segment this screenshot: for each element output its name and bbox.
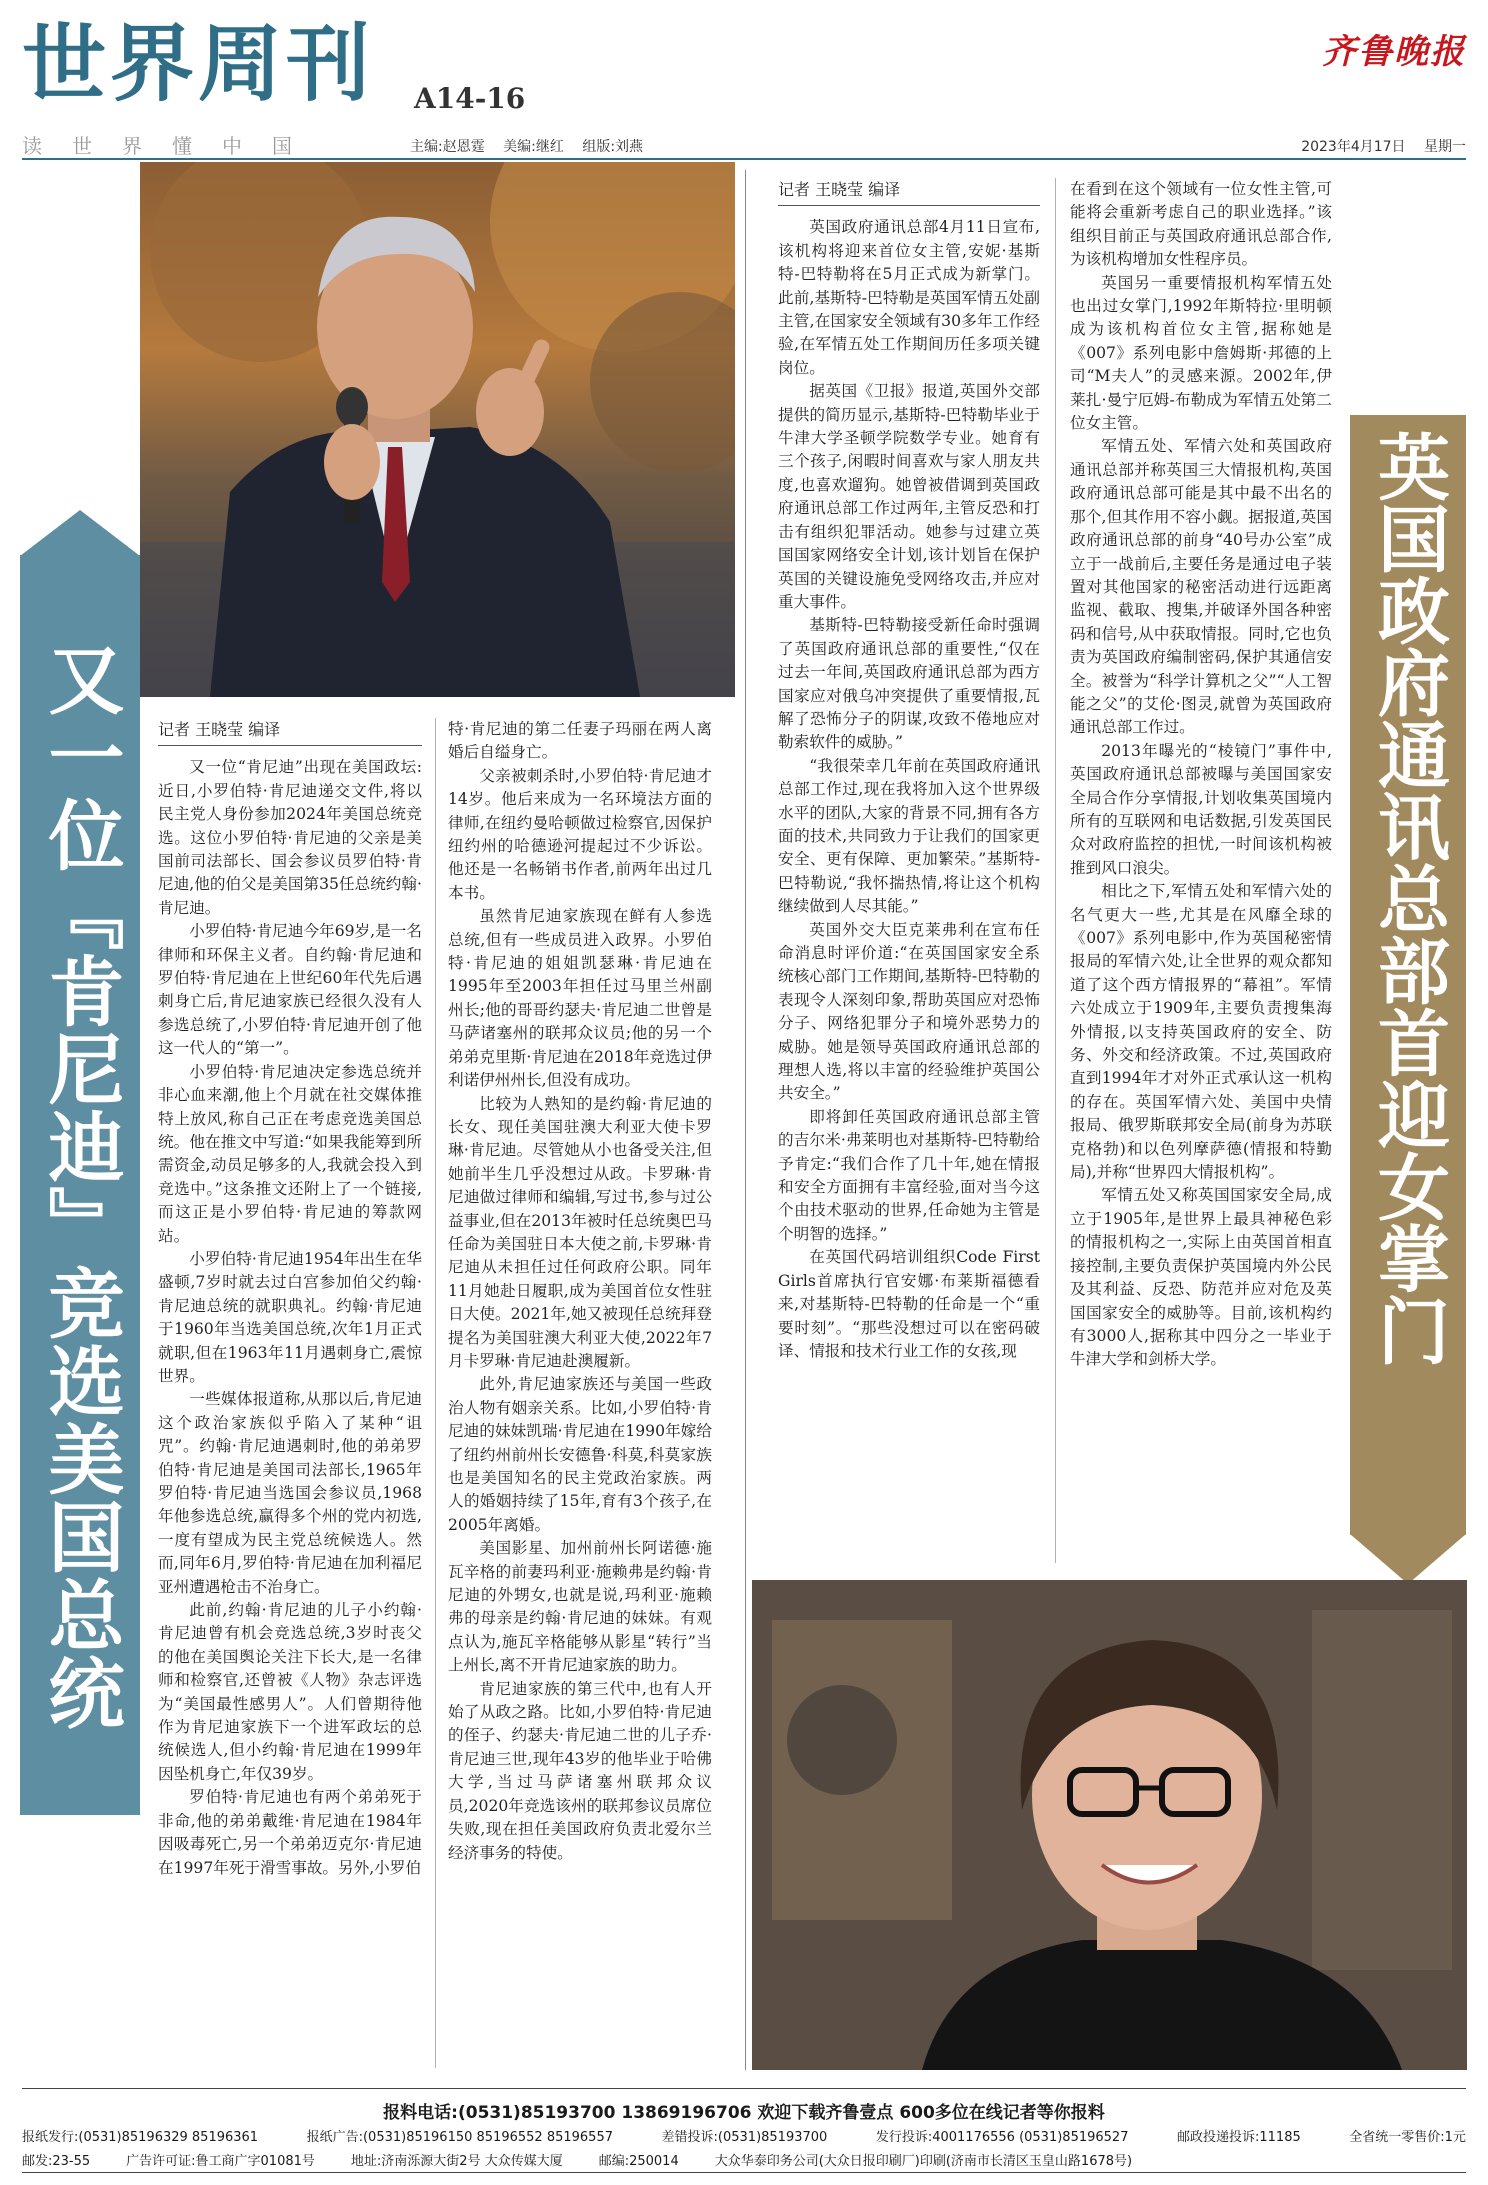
weekday-text: 星期一	[1424, 139, 1466, 155]
kennedy-photo-illustration	[140, 162, 735, 697]
paragraph: 又一位“肯尼迪”出现在美国政坛:近日,小罗伯特·肯尼迪递交文件,将以民主党人身份参加2024年美国总统竞选。这位小罗伯特·肯尼迪的父亲是美国前司法部长、国会参议员罗伯特·肯尼迪,他的伯父是美国第35任总统约翰·肯尼迪。	[158, 758, 422, 917]
paragraph: 2013年曝光的“棱镜门”事件中,英国政府通讯总部被曝与美国国家安全局合作分享情报,计划收集英国境内所有的互联网和电话数据,引发英国民众对政府监控的担忧,一时间该机构被推到风口浪尖。	[1070, 741, 1332, 877]
left-article-column-2	[448, 718, 712, 2068]
paragraph: 英国政府通讯总部4月11日宣布,该机构将迎来首位女主管,安妮·基斯特-巴特勒将在5月正式成为新掌门。此前,基斯特-巴特勒是英国军情五处副主管,在国家安全领域有30多年工作经验,在军情五处工作期间历任多项关键岗位。	[778, 218, 1040, 377]
editor-credits	[410, 136, 657, 156]
byline-rule	[158, 745, 422, 746]
right-article-column-2	[1070, 178, 1332, 1563]
paragraph: 比较为人熟知的是约翰·肯尼迪的长女、现任美国驻澳大利亚大使卡罗琳·肯尼迪。尽管她从小也备受关注,但她前半生几乎没想过从政。卡罗琳·肯尼迪做过律师和编辑,写过书,参与过公益事业,但在2013年被时任总统奥巴马任命为美国驻日本大使之前,卡罗琳·肯尼迪从未担任过任何政府公职。同年11月她赴日履职,成为美国首位女性驻日大使。2021年,她又被现任总统拜登提名为美国驻澳大利亚大使,2022年7月卡罗琳·肯尼迪赴澳履新。	[448, 1094, 712, 1370]
right-article-column-1	[778, 178, 1040, 1563]
keast-butler-photo	[752, 1580, 1467, 2070]
paragraph: 父亲被刺杀时,小罗伯特·肯尼迪才14岁。他后来成为一名环境法方面的律师,在纽约曼哈顿做过检察官,因保护纽约州的哈德逊河提起过不少诉讼。他还是一名畅销书作者,前两年出过几本书。	[448, 766, 712, 902]
paragraph: 小罗伯特·肯尼迪今年69岁,是一名律师和环保主义者。自约翰·肯尼迪和罗伯特·肯尼迪在上世纪60年代先后遇刺身亡后,肯尼迪家族已经很久没有人参选总统了,小罗伯特·肯尼迪开创了他这一代人的“第一”。	[158, 922, 422, 1058]
column-divider	[435, 718, 436, 2068]
paragraph: 英国外交大臣克莱弗利在宣布任命消息时评价道:“在英国国家安全系统核心部门工作期间,基斯特-巴特勒的表现令人深刻印象,帮助英国应对恐怖分子、网络犯罪分子和境外恶势力的威胁。她是领导英国政府通讯总部的理想人选,将以丰富的经验维护英国公共安全。”	[778, 920, 1040, 1103]
paragraph: “我很荣幸几年前在英国政府通讯总部工作过,现在我将加入这个世界级水平的团队,大家的背景不同,拥有各方面的技术,共同致力于让我们的国家更安全、更有保障、更加繁荣。”基斯特-巴特勒说,“我怀揣热情,将让这个机构继续做到人尽其能。”	[778, 756, 1040, 916]
footer-item: 差错投诉:(0531)85193700	[661, 2130, 828, 2145]
date-text: 2023年4月17日	[1301, 139, 1406, 155]
paragraph: 在看到在这个领域有一位女性主管,可能将会重新考虑自己的职业选择。”该组织目前正与英国政府通讯总部合作,为该机构增加女性程序员。	[1070, 180, 1332, 269]
right-banner-arrow	[1350, 1534, 1466, 1584]
footer-item: 邮政投递投诉:11185	[1177, 2130, 1301, 2145]
footer-item: 报纸广告:(0531)85196150 85196552 85196557	[306, 2130, 613, 2145]
paragraph: 此前,约翰·肯尼迪的儿子小约翰·肯尼迪曾有机会竞选总统,3岁时丧父的他在美国舆论关注下长大,是一名律师和检察官,还曾被《人物》杂志评选为“美国最性感男人”。人们曾期待他作为肯尼迪家族下一个进军政坛的总统候选人,但小约翰·肯尼迪在1999年因坠机身亡,年仅39岁。	[158, 1601, 422, 1783]
paragraph: 基斯特-巴特勒接受新任命时强调了英国政府通讯总部的重要性,“仅在过去一年间,英国政府通讯总部为西方国家应对俄乌冲突提供了重要情报,瓦解了恐怖分子的阴谋,攻致不倦地应对勒索软件的威胁。”	[778, 616, 1040, 752]
paragraph: 肯尼迪家族的第三代中,也有人开始了从政之路。比如,小罗伯特·肯尼迪的侄子、约瑟夫·肯尼迪二世的儿子乔·肯尼迪三世,现年43岁的他毕业于哈佛大学,当过马萨诸塞州联邦众议员,2020年竞选该州的联邦参议员席位失败,现在担任美国政府负责北爱尔兰经济事务的特使。	[448, 1679, 712, 1862]
section-divider	[745, 170, 746, 2070]
paragraph: 小罗伯特·肯尼迪1954年出生在华盛顿,7岁时就去过白宫参加伯父约翰·肯尼迪总统的就职典礼。约翰·肯尼迪于1960年当选美国总统,次年1月正式就职,但在1963年11月遇刺身亡,震惊世界。	[158, 1249, 422, 1385]
paragraph: 英国另一重要情报机构军情五处也出过女掌门,1992年斯特拉·里明顿成为该机构首位女主管,据称她是《007》系列电影中詹姆斯·邦德的上司“M夫人”的灵感来源。2002年,伊莱扎·曼宁厄姆-布勒成为军情五处第二位女主管。	[1070, 273, 1332, 433]
section-title: 世界周刊	[22, 15, 375, 113]
paragraph: 即将卸任英国政府通讯总部主管的吉尔米·弗莱明也对基斯特-巴特勒给予肯定:“我们合作了几十年,她在情报和安全方面拥有丰富经验,面对当今这个由技术驱动的世界,任命她为主管是个明智的选择。”	[778, 1107, 1040, 1243]
left-article-column-1	[158, 718, 422, 2068]
paragraph: 军情五处、军情六处和英国政府通讯总部并称英国三大情报机构,英国政府通讯总部可能是其中最不出名的那个,但其作用不容小觑。据报道,英国政府通讯总部的前身“40号办公室”成立于一战前后,主要任务是通过电子装置对其他国家的秘密活动进行远距离监视、截取、搜集,并破译外国各种密码和信号,从中获取情报。同时,它也负责为英国政府编制密码,保护其通信安全。被誉为“科学计算机之父”“人工智能之父”的艾伦·图灵,就曾为英国政府通讯总部工作过。	[1070, 437, 1332, 737]
right-article-headline: 英国政府通讯总部首迎女掌门	[1366, 430, 1450, 1366]
paragraph: 军情五处又称英国国家安全局,成立于1905年,是世界上最具神秘色彩的情报机构之一,实际上由英国首相直接控制,主要负责保护英国境内外公民及其利益、反恐、防范并应对危及英国国家安全的威胁等。目前,该机构约有3000人,据称其中四分之一毕业于牛津大学和剑桥大学。	[1070, 1186, 1332, 1369]
footer-rule-top	[22, 2088, 1466, 2089]
byline-rule	[778, 205, 1040, 206]
footer-item: 全省统一零售价:1元	[1349, 2130, 1466, 2145]
issue-date	[1287, 136, 1466, 156]
kennedy-photo	[140, 162, 735, 697]
footer-item: 大众华泰印务公司(大众日报印刷厂)印刷(济南市长清区玉皇山路1678号)	[714, 2154, 1133, 2169]
left-article-byline: 记者 王晓莹 编译	[158, 720, 281, 739]
footer-item: 报纸发行:(0531)85196329 85196361	[22, 2130, 259, 2145]
footer-contacts	[22, 2126, 1466, 2145]
footer-item: 广告许可证:鲁工商广字01081号	[126, 2154, 315, 2169]
newspaper-logo: 齐鲁晚报	[1322, 32, 1466, 72]
paragraph: 此外,肯尼迪家族还与美国一些政治人物有姻亲关系。比如,小罗伯特·肯尼迪的妹妹凯瑞·肯尼迪在1990年嫁给了纽约州前州长安德鲁·科莫,科莫家族也是美国知名的民主党政治家族。两人的婚姻持续了15年,育有3个孩子,在2005年离婚。	[448, 1375, 712, 1534]
paragraph: 据英国《卫报》报道,英国外交部提供的简历显示,基斯特-巴特勒毕业于牛津大学圣顿学院数学专业。她育有三个孩子,闲暇时间喜欢与家人朋友共度,也喜欢遛狗。她曾被借调到英国政府通讯总部工作过两年,主管反恐和打击有组织犯罪活动。她参与过建立英国国家网络安全计划,该计划旨在保护英国的关键设施免受网络攻击,并应对重大事件。	[778, 382, 1040, 611]
footer-item: 发行投诉:4001176556 (0531)85196527	[875, 2130, 1129, 2145]
paragraph: 罗伯特·肯尼迪也有两个弟弟死于非命,他的弟弟戴维·肯尼迪在1984年因吸毒死亡,另一个弟弟迈克尔·肯尼迪在1997年死于滑雪事故。另外,小罗伯	[158, 1788, 422, 1877]
right-article-byline: 记者 王晓莹 编译	[778, 180, 901, 199]
chief-editor: 主编:赵恩霆	[410, 139, 485, 155]
layout-editor: 组版:刘燕	[582, 139, 644, 155]
footer-rule-bottom	[22, 2172, 1466, 2173]
left-banner-arrow	[20, 510, 140, 556]
tip-hotline: 报料电话:(0531)85193700 13869196706 欢迎下载齐鲁壹点 600多位在线记者等你报料	[383, 2103, 1105, 2123]
footer-item: 邮发:23-55	[22, 2154, 91, 2169]
paragraph: 在英国代码培训组织Code First Girls首席执行官安娜·布莱斯福德看来,对基斯特-巴特勒的任命是一个“重要时刻”。“那些没想过可以在密码破译、情报和技术行业工作的女孩,现	[778, 1248, 1040, 1360]
footer-item: 地址:济南泺源大街2号 大众传媒大厦	[350, 2154, 563, 2169]
paragraph: 虽然肯尼迪家族现在鲜有人参选总统,但有一些成员进入政界。小罗伯特·肯尼迪的姐姐凯瑟琳·肯尼迪在1995年至2003年担任过马里兰州副州长;他的哥哥约瑟夫·肯尼迪二世曾是马萨诸塞州的联邦众议员;他的另一个弟弟克里斯·肯尼迪在2018年竞选过伊利诺伊州州长,但没有成功。	[448, 907, 712, 1090]
page-code: A14-16	[414, 82, 526, 115]
footer-item: 邮编:250014	[598, 2154, 679, 2169]
footer-publication-info	[22, 2150, 1466, 2169]
left-article-headline: 又一位『肯尼迪』竞选美国总统	[36, 640, 125, 1732]
paragraph: 特·肯尼迪的第二任妻子玛丽在两人离婚后自缢身亡。	[448, 720, 712, 762]
paragraph: 小罗伯特·肯尼迪决定参选总统并非心血来潮,他上个月就在社交媒体推特上放风,称自己正在考虑竞选美国总统。他在推文中写道:“如果我能筹到所需资金,动员足够多的人,我就会投入到竞选中。”这条推文还附上了一个链接,而这正是小罗伯特·肯尼迪的筹款网站。	[158, 1062, 422, 1245]
masthead-rule	[22, 158, 1466, 160]
art-editor: 美编:继红	[503, 139, 564, 155]
paragraph: 一些媒体报道称,从那以后,肯尼迪这个政治家族似乎陷入了某种“诅咒”。约翰·肯尼迪遇刺时,他的弟弟罗伯特·肯尼迪是美国司法部长,1965年罗伯特·肯尼迪当选国会参议员,1968年他参选总统,赢得多个州的党内初选,一度有望成为民主党总统候选人。然而,同年6月,罗伯特·肯尼迪在加利福尼亚州遭遇枪击不治身亡。	[158, 1390, 422, 1596]
paragraph: 美国影星、加州前州长阿诺德·施瓦辛格的前妻玛利亚·施赖弗是约翰·肯尼迪的外甥女,也就是说,玛利亚·施赖弗的母亲是约翰·肯尼迪的妹妹。有观点认为,施瓦辛格能够从影星“转行”当上州长,离不开肯尼迪家族的助力。	[448, 1539, 712, 1675]
keast-butler-photo-illustration	[752, 1580, 1467, 2070]
paragraph: 相比之下,军情五处和军情六处的名气更大一些,尤其是在风靡全球的《007》系列电影中,作为英国秘密情报局的军情六处,让全世界的观众都知道了这个西方情报界的“幕祖”。军情六处成立于1909年,主要负责搜集海外情报,以支持英国政府的安全、防务、外交和经济政策。不过,英国政府直到1994年才对外正式承认这一机构的存在。英国军情六处、美国中央情报局、俄罗斯联邦安全局(前身为苏联克格勃)和以色列摩萨德(情报和特勤局),并称“世界四大情报机构”。	[1070, 882, 1332, 1182]
column-divider	[1055, 178, 1056, 1563]
section-slogan: 读世界懂中国	[22, 134, 322, 158]
